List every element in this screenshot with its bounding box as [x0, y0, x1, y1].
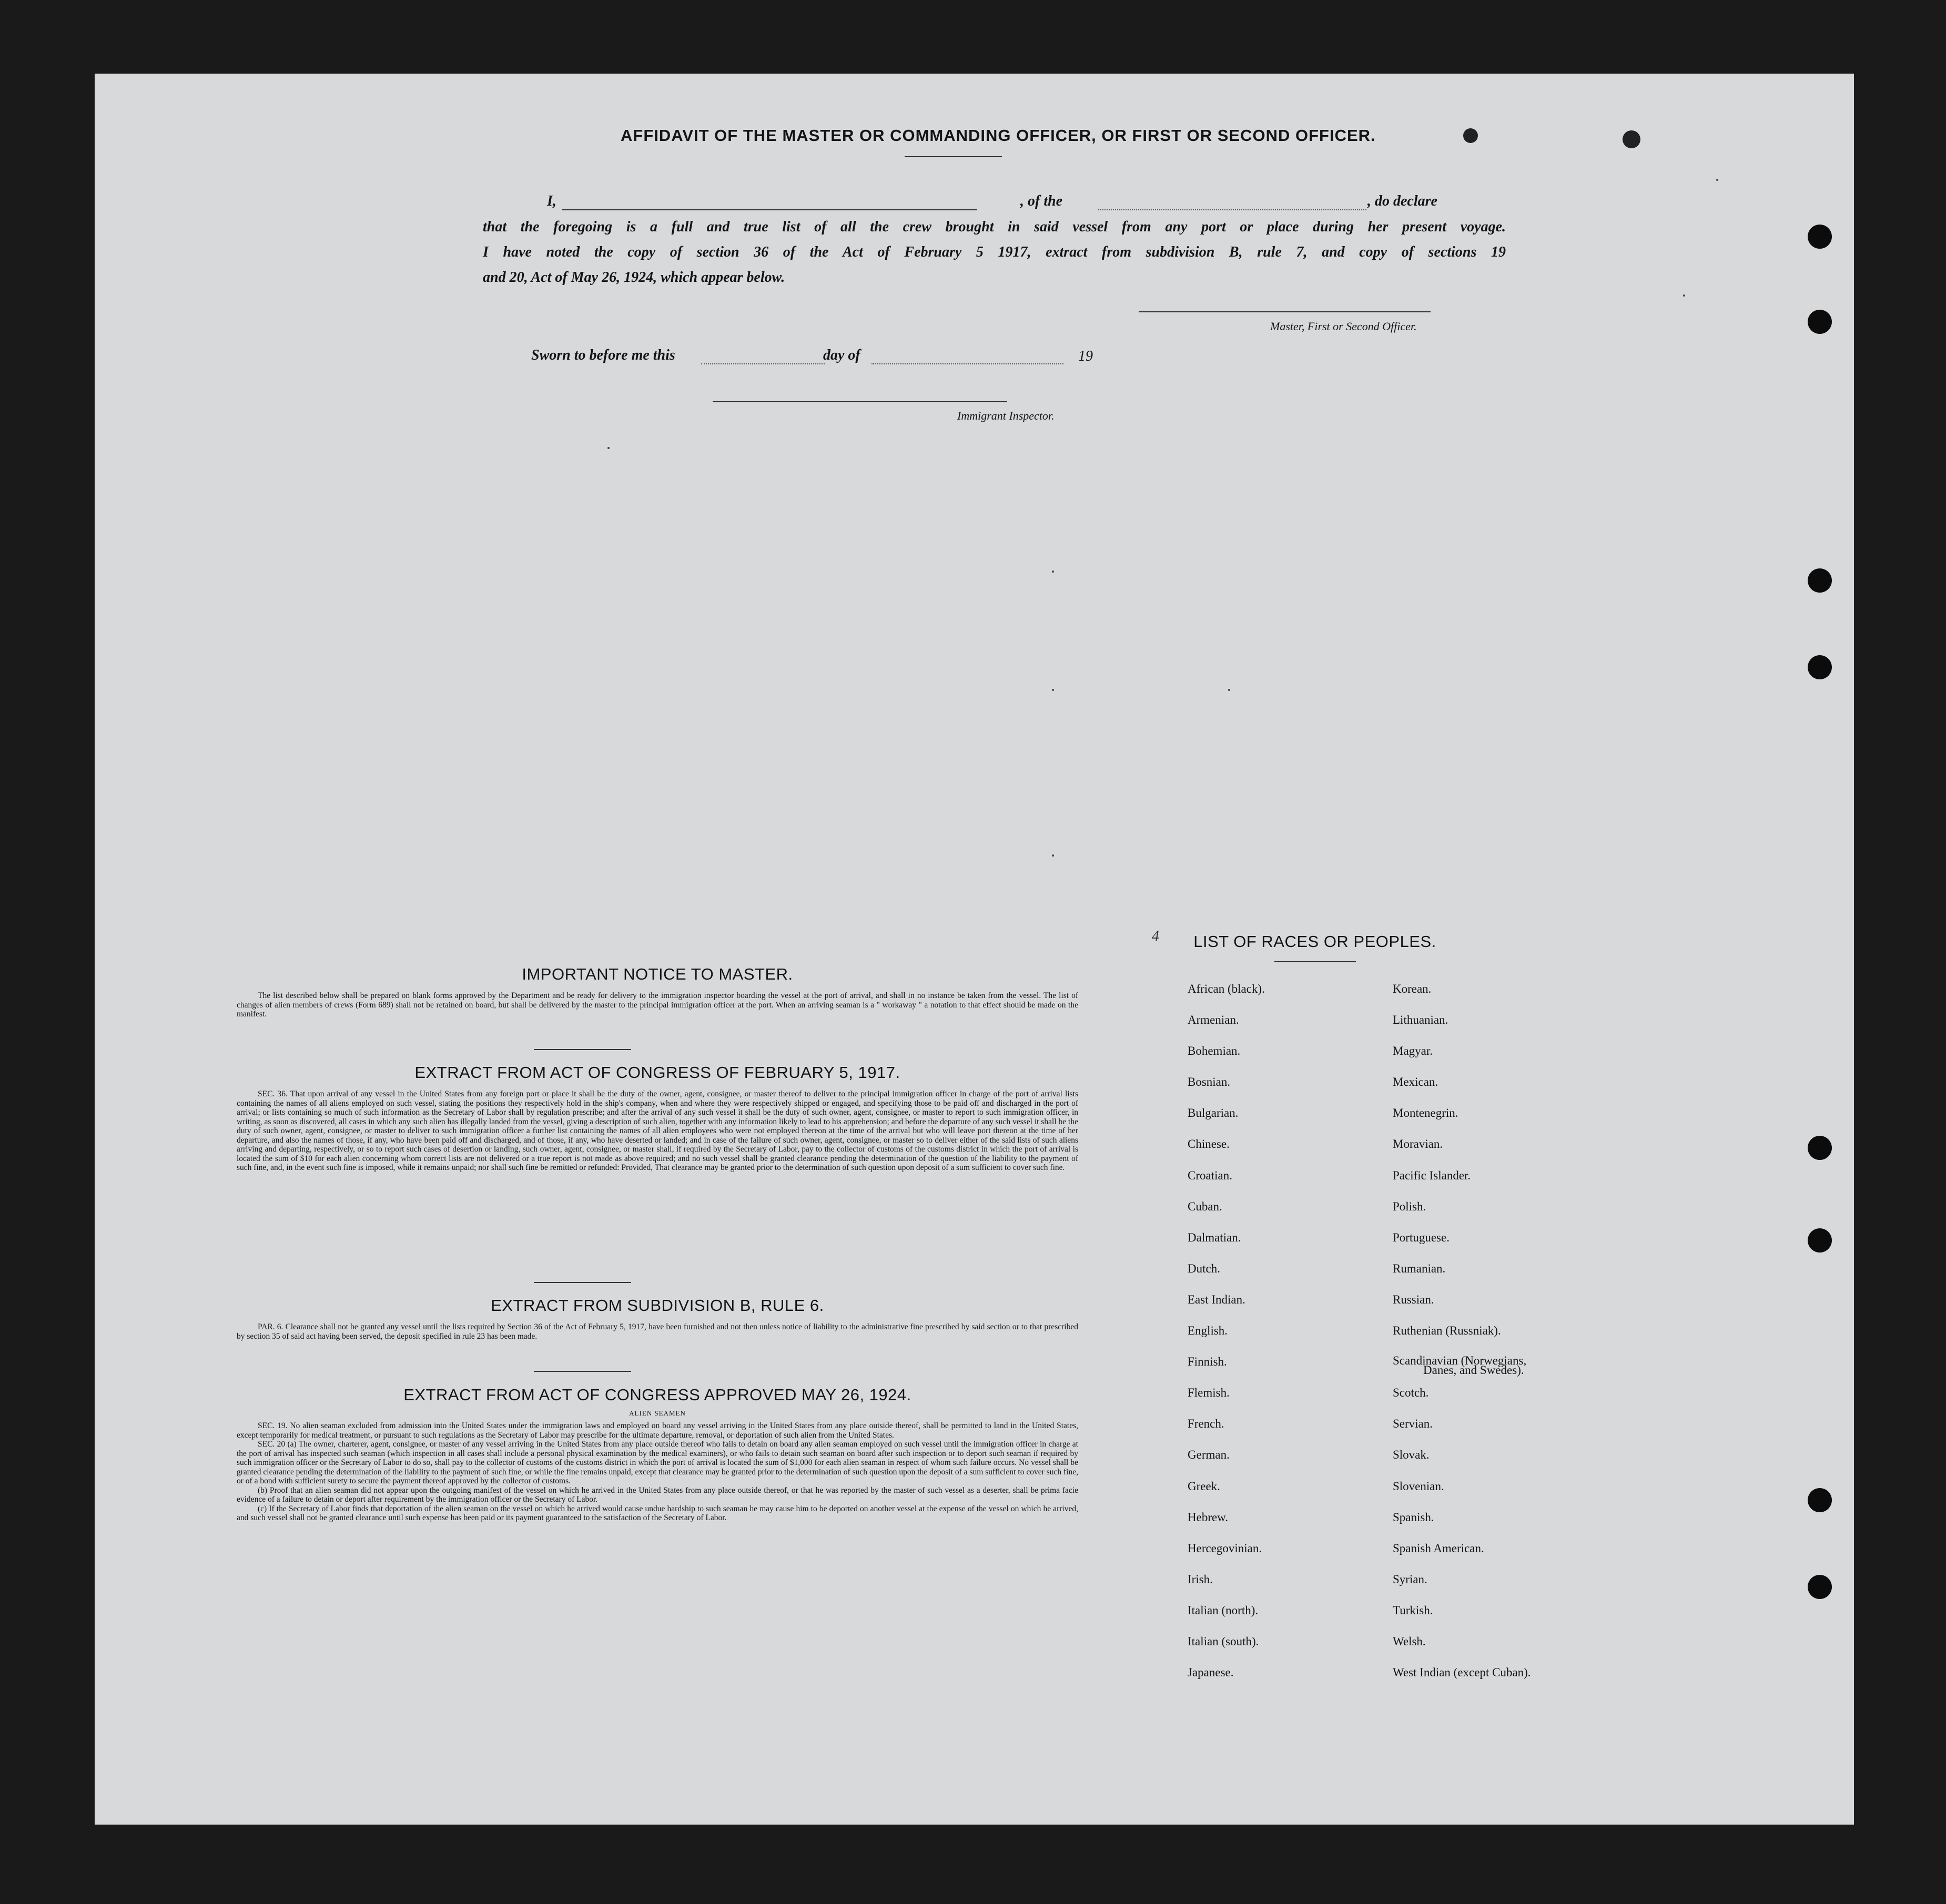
right-race-item: Syrian. [1393, 1572, 1427, 1586]
left-race-item: Croatian. [1188, 1168, 1232, 1182]
right-race-item: West Indian (except Cuban). [1393, 1666, 1531, 1679]
right-race-item: Rumanian. [1393, 1261, 1446, 1275]
extract-1924-sec19: SEC. 19. No alien seaman excluded from admission into the United States under the immigration laws and employed on board any vessel arriving in the United States from any place outside thereof, shall be permitted to land in the United States, except temporarily for medical treatment, or pursuant to such regulations as the Secretary of Labor may prescribe for the ultimate departure, removal, or deportation of such alien from the United States. [237, 1421, 1078, 1440]
vessel-blank[interactable] [1098, 209, 1366, 210]
right-race-item: Spanish American. [1393, 1541, 1484, 1555]
rule6-divider [534, 1371, 631, 1372]
punch-hole [1463, 128, 1478, 143]
left-race-item: Armenian. [1188, 1013, 1239, 1027]
right-race-item: Magyar. [1393, 1044, 1433, 1058]
scan-speck [1052, 854, 1054, 857]
right-race-item: Slovak. [1393, 1448, 1430, 1462]
extract-1917-box [237, 1090, 1078, 1173]
punch-hole [1808, 225, 1832, 249]
inspector-label: Immigrant Inspector. [957, 409, 1055, 422]
left-race-item: Bosnian. [1188, 1075, 1231, 1089]
right-race-item: Servian. [1393, 1417, 1433, 1431]
signature-label: Master, First or Second Officer. [1270, 320, 1417, 333]
left-race-item: Bohemian. [1188, 1044, 1241, 1058]
right-race-item: Scandinavian (Norwegians, Danes, and Swedes). [1393, 1355, 1531, 1386]
extract-1924-box [237, 1421, 1078, 1523]
inspector-line[interactable] [713, 401, 1007, 402]
scan-speck [1052, 689, 1054, 691]
sworn-year: 19 [1078, 348, 1093, 364]
punch-hole [1808, 655, 1832, 679]
left-race-item: Cuban. [1188, 1199, 1222, 1213]
affidavit-of-the: , of the [1020, 193, 1063, 209]
races-list [1188, 982, 1661, 1718]
sworn-prefix: Sworn to before me this [531, 347, 675, 363]
races-underline [1274, 961, 1356, 962]
punch-hole [1808, 1575, 1832, 1599]
extract-1924-sec20b: (b) Proof that an alien seaman did not appear upon the outgoing manifest of the vessel on which he arrived in the United States from any place outside thereof, or that he was reported by the master of such vessel as a deserter, shall be prima facie evidence of a failure to detain or deport after requirement by the immigration officer or the Secretary of Labor. [237, 1485, 1078, 1504]
affidavit-title: AFFIDAVIT OF THE MASTER OR COMMANDING OFFICER, OR FIRST OR SECOND OFFICER. [621, 126, 1376, 145]
right-race-item: Scotch. [1393, 1386, 1429, 1400]
left-race-item: Italian (north). [1188, 1603, 1259, 1617]
extract-1924-title: EXTRACT FROM ACT OF CONGRESS APPROVED MAY 26, 1924. [403, 1386, 911, 1404]
right-race-item: Turkish. [1393, 1603, 1433, 1617]
races-left-column [1188, 982, 1265, 1697]
left-race-item: Dutch. [1188, 1261, 1220, 1275]
affidavit-line2: that the foregoing is a full and true list of all the crew brought in said vessel from any port or place during her present voyage. [483, 219, 1506, 235]
left-race-item: German. [1188, 1448, 1230, 1462]
extract-1917-body: SEC. 36. That upon arrival of any vessel in the United States from any foreign port or place it shall be the duty of the owner, agent, consignee, or master thereof to deliver to the principal immigration officer in charge of the port of arrival lists containing the names of all aliens employed on such vessel, stating the positions they respectively hold in the ship's company, when and where they were respectively shipped or engaged, and specifying those to be paid off and discharged in the port of arrival; or lists containing so much of such information as the Secretary of Labor shall by regulation prescribe; and after the arrival of any such vessel it shall be the duty of such owner, agent, consignee, or master to report to such immigration officer, in writing, as soon as discovered, all cases in which any such alien has illegally landed from the vessel, giving a description of such alien, together with any information likely to lead to his apprehension; and before the departure of any such vessel it shall be the duty of such owner, agent, consignee, or master to deliver to such immigration officer a further list containing the names of all alien employees who were not employed thereon at the time of the arrival but who will leave port thereon at the time of her departure, and also the names of those, if any, who have been paid off and discharged, and of those, if any, who have deserted or landed; and in case of the failure of such owner, agent, consignee, or master so to deliver either of the said lists of such aliens arriving and departing, respectively, or so to report such cases of desertion or landing, such owner, agent, consignee, or master shall, if required by the Secretary of Labor, pay to the collector of customs of the customs district in which the port of arrival is located the sum of $10 for each alien concerning whom correct lists are not delivered or a true report is not made as above required; and no such vessel shall be granted clearance pending the determination of the question of the liability to the payment of such fine, and, in the event such fine is imposed, while it remains unpaid; nor shall such fine be remitted or refunded: Provided, That clearance may be granted prior to the determination of such question upon deposit of a sum sufficient to cover such fine. [237, 1090, 1078, 1172]
right-race-item: Slovenian. [1393, 1479, 1444, 1493]
left-race-item: Hercegovinian. [1188, 1541, 1262, 1555]
punch-hole [1808, 1228, 1832, 1253]
extract-1917-divider [534, 1282, 631, 1283]
left-race-item: Bulgarian. [1188, 1106, 1239, 1120]
left-race-item: Flemish. [1188, 1386, 1230, 1400]
left-race-item: Italian (south). [1188, 1634, 1259, 1648]
notice-title: IMPORTANT NOTICE TO MASTER. [522, 965, 793, 983]
punch-hole [1808, 1488, 1832, 1512]
left-race-item: Finnish. [1188, 1355, 1227, 1369]
left-race-item: English. [1188, 1324, 1228, 1338]
margin-mark: 4 [1152, 928, 1159, 944]
sworn-month-blank[interactable] [871, 363, 1063, 364]
left-race-item: Hebrew. [1188, 1510, 1229, 1524]
title-underline [905, 156, 1002, 157]
right-race-item: Portuguese. [1393, 1230, 1450, 1244]
right-race-item: Polish. [1393, 1199, 1426, 1213]
left-race-item: African (black). [1188, 982, 1265, 995]
punch-hole [1623, 130, 1640, 148]
left-race-item: Irish. [1188, 1572, 1213, 1586]
affidavit-declare: , do declare [1367, 193, 1437, 209]
notice-body-box [237, 991, 1078, 1019]
left-race-item: Dalmatian. [1188, 1230, 1241, 1244]
left-race-item: Greek. [1188, 1479, 1220, 1493]
right-race-item: Ruthenian (Russniak). [1393, 1324, 1501, 1338]
affidavit-line4: and 20, Act of May 26, 1924, which appear below. [483, 269, 785, 286]
rule6-box [237, 1322, 1078, 1341]
left-race-item: French. [1188, 1417, 1224, 1431]
left-race-item: East Indian. [1188, 1292, 1245, 1306]
punch-hole [1808, 1136, 1832, 1160]
right-race-item: Moravian. [1393, 1137, 1443, 1151]
scan-speck [1228, 689, 1230, 691]
extract-1924-sec20a: SEC. 20 (a) The owner, charterer, agent, consignee, or master of any vessel arriving in the United States from any place outside thereof who fails to detain on board any alien seaman employed on such vessel until the immigration officer in charge at the port of arrival has inspected such seaman (which inspection in all cases shall include a personal physical examination by the medical examiners), or who fails to detain such seaman on board after such inspection or to deport such seaman if required by such immigration officer or the Secretary of Labor to do so, shall pay to the collector of customs of the customs district in which the port of arrival is located the sum of $1,000 for each alien seaman in respect of whom such failure occurs. No vessel shall be granted clearance pending the determination of the liability to the payment of such fine, or while the fine remains unpaid, except that clearance may be granted prior to the determination of such question upon the deposit of a sum sufficient to cover such fine, or of a bond with sufficient surety to secure the payment thereof approved by the collector of customs. [237, 1440, 1078, 1485]
scandinavian-continuation: Danes, and Swedes). [1423, 1363, 1524, 1377]
rule6-title: EXTRACT FROM SUBDIVISION B, RULE 6. [491, 1296, 824, 1315]
right-race-item: Welsh. [1393, 1634, 1426, 1648]
right-race-item: Montenegrin. [1393, 1106, 1458, 1120]
right-race-item: Spanish. [1393, 1510, 1434, 1524]
scan-speck [607, 447, 610, 449]
extract-1917-title: EXTRACT FROM ACT OF CONGRESS OF FEBRUARY 5, 1917. [414, 1063, 900, 1082]
extract-1924-sec20c: (c) If the Secretary of Labor finds that deportation of the alien seaman on the vessel on which he arrived would cause undue hardship to such seaman he may cause him to be deported on another vessel at the expense of the vessel on which he arrived, and such vessel shall not be granted clearance until such expense has been paid or its payment guaranteed to the satisfaction of the Secretary of Labor. [237, 1504, 1078, 1522]
scan-speck [1716, 179, 1718, 181]
punch-hole [1808, 310, 1832, 334]
right-race-item: Korean. [1393, 982, 1432, 995]
name-blank[interactable] [562, 209, 977, 210]
notice-body: The list described below shall be prepared on blank forms approved by the Department and be ready for delivery to the immigration inspector boarding the vessel at the port of arrival, and shall in no instance be taken from the vessel. The list of changes of alien members of crews (Form 689) shall not be retained on board, but shall be delivered by the master to the principal immigration officer at the port. When an arriving seaman is a " workaway " a notation to that effect should be made on the manifest. [237, 991, 1078, 1019]
left-race-item: Japanese. [1188, 1666, 1234, 1679]
rule6-body: PAR. 6. Clearance shall not be granted any vessel until the lists required by Section 36 of the Act of February 5, 1917, have been furnished and not then unless notice of liability to the administrative fine prescribed by said section or to that prescribed by section 35 of said act having been served, the deposit specified in rule 23 has been made. [237, 1322, 1078, 1341]
right-race-item: Mexican. [1393, 1075, 1438, 1089]
affidavit-i: I, [547, 193, 556, 209]
alien-seamen-subtitle: ALIEN SEAMEN [629, 1409, 686, 1417]
sworn-day-of: day of [823, 347, 860, 363]
punch-hole [1808, 568, 1832, 593]
left-race-item: Chinese. [1188, 1137, 1230, 1151]
right-race-item: Pacific Islander. [1393, 1168, 1471, 1182]
right-race-item: Russian. [1393, 1292, 1434, 1306]
races-right-column [1393, 982, 1531, 1697]
form-page [95, 74, 1854, 1825]
affidavit-line3: I have noted the copy of section 36 of the Act of February 5 1917, extract from subdivision B, rule 7, and copy of sections 19 [483, 244, 1506, 260]
right-race-item: Lithuanian. [1393, 1013, 1448, 1027]
races-title: LIST OF RACES OR PEOPLES. [1193, 932, 1436, 951]
notice-divider [534, 1049, 631, 1050]
signature-line[interactable] [1139, 311, 1431, 312]
scan-speck [1683, 294, 1685, 297]
scan-speck [1052, 571, 1054, 573]
sworn-day-blank[interactable] [701, 363, 825, 364]
